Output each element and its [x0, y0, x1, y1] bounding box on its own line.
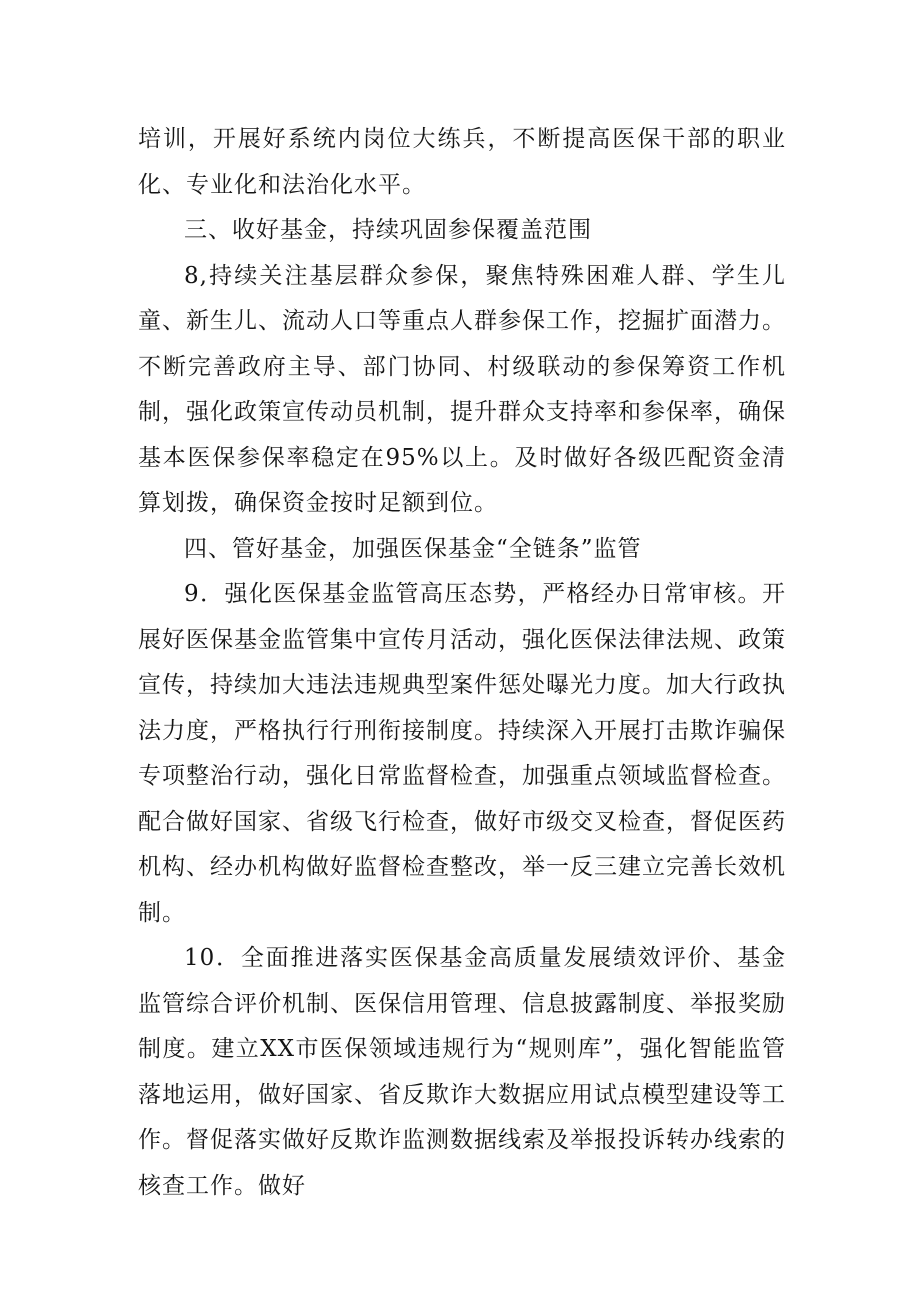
section-heading-4: 四、管好基金，加强医保基金“全链条”监管 [184, 535, 642, 562]
paragraph-item-8: 8,持续关注基层群众参保，聚焦特殊困难人群、学生儿童、新生儿、流动人口等重点人群参保工作，挖掘扩面潜力。不断完善政府主导、部门协同、村级联动的参保筹资工作机制，强化政策宣传动员机制，提升群众支持率和参保率，确保基本医保参保率稳定在95%以上。及时做好各级匹配资金清算划拨，确保资金按时足额到位。 [138, 262, 786, 516]
paragraph-item-9: 9．强化医保基金监管高压态势，严格经办日常审核。开展好医保基金监管集中宣传月活动，强化医保法律法规、政策宣传，持续加大违法违规典型案件惩处曝光力度。加大行政执法力度，严格执行行刑衔接制度。持续深入开展打击欺诈骗保专项整治行动，强化日常监督检查，加强重点领域监督检查。配合做好国家、省级飞行检查，做好市级交叉检查，督促医药机构、经办机构做好监督检查整改，举一反三建立完善长效机制。 [138, 581, 786, 926]
document-body [138, 117, 786, 1209]
paragraph-continuation: 培训，开展好系统内岗位大练兵，不断提高医保干部的职业化、专业化和法治化水平。 [138, 126, 786, 198]
paragraph-item-10: 10．全面推进落实医保基金高质量发展绩效评价、基金监管综合评价机制、医保信用管理、信息披露制度、举报奖励制度。建立XX市医保领域违规行为“规则库”，强化智能监管落地运用，做好国家、省反欺诈大数据应用试点模型建设等工作。督促落实做好反欺诈监测数据线索及举报投诉转办线索的核查工作。做好 [138, 945, 786, 1199]
section-heading-3: 三、收好基金，持续巩固参保覆盖范围 [184, 217, 592, 243]
